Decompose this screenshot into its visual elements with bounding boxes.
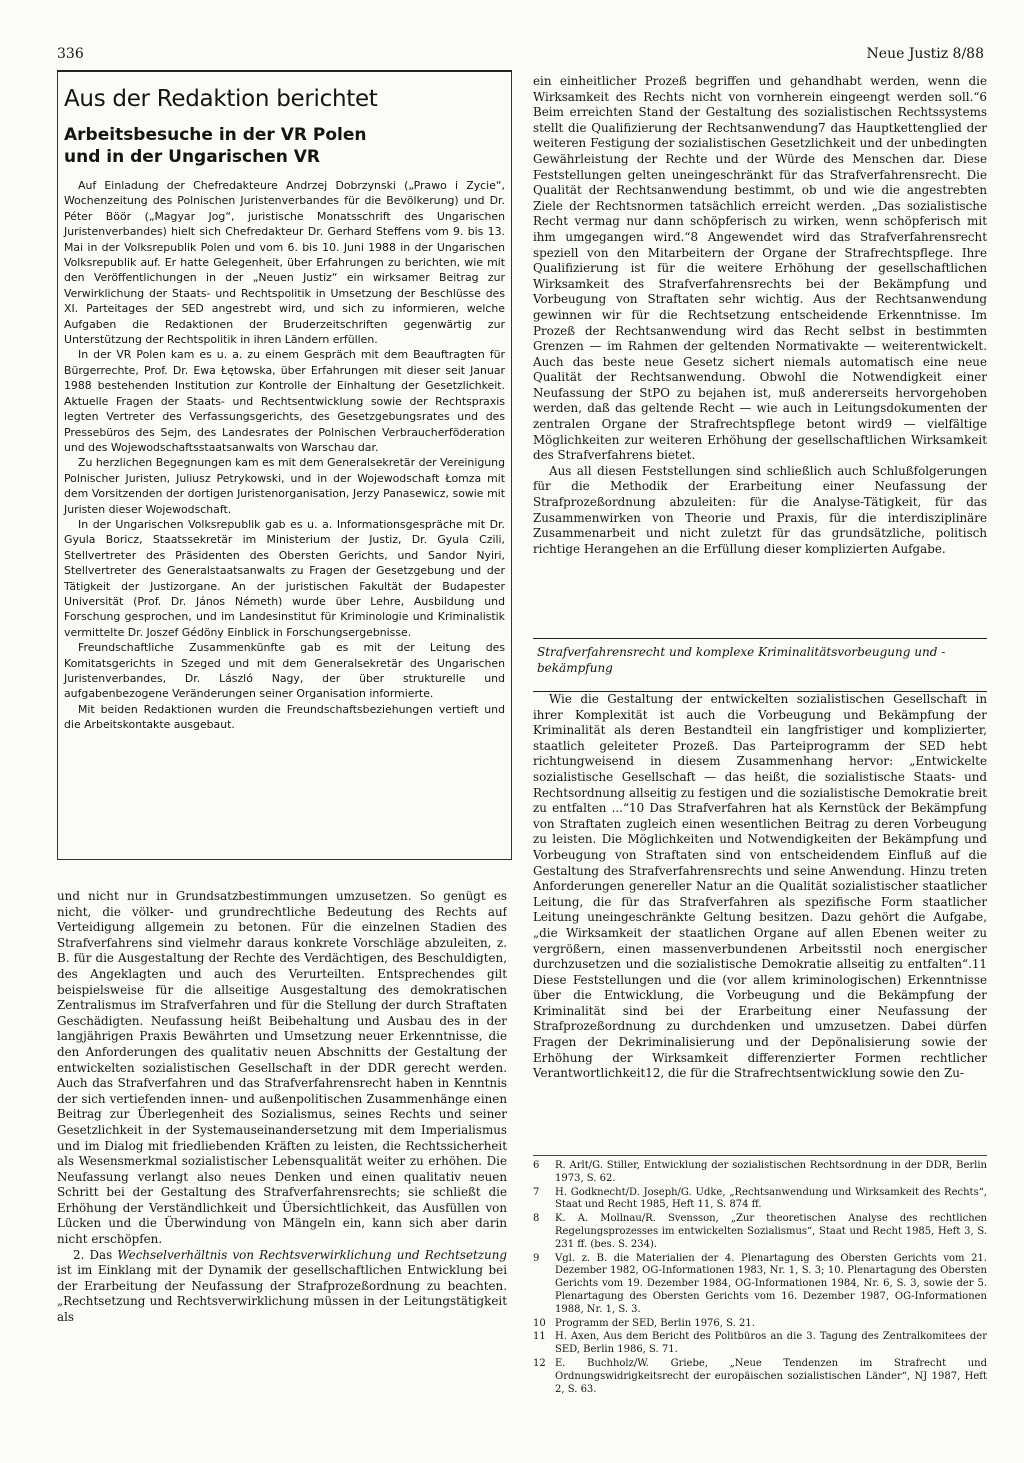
body-paragraph: Aus all diesen Feststellungen sind schließlich auch Schlußfolgerungen für die Methodik der Erarbeitung einer Neufassung der Strafprozeßordnung abzuleiten: für die Analyse-Tätigkeit, für das Zusammenwirken von Theorie und Praxis, für die interdisziplinäre Zusammenarbeit und nicht zuletzt für das grundsätzliche, politisch richtige Herangehen an die Erfüllung dieser komplizierten Aufgabe. [533, 463, 987, 556]
footnote [533, 1318, 987, 1331]
box-paragraph: Freundschaftliche Zusammenkünfte gab es mit der Leitung des Komitatsgerichts in Szeged und mit dem Generalsekretär des Ungarischen Juristenverbandes, Dr. László Nagy, der über strukturelle und aufgabenbezogene Veränderungen seiner Organisation informierte. [64, 641, 505, 701]
left-column-text [57, 889, 507, 1389]
point-number: 2. Das [73, 1247, 113, 1262]
box-subtitle [64, 124, 505, 168]
footnote [533, 1331, 987, 1357]
footnote-number: 6 [533, 1160, 540, 1171]
footnotes [533, 1160, 987, 1415]
footnote [533, 1160, 987, 1186]
paragraph-rest: ist im Einklang mit der Dynamik der gesellschaftlichen Entwicklung bei der Erarbeitung der Neufassung der Strafprozeßordnung zu beachten. „Rechtsetzung und Rechtsverwirklichung müssen in der Leitungstätigkeit als [57, 1263, 507, 1325]
body-paragraph [57, 1248, 507, 1326]
section-heading-box [533, 638, 987, 692]
footnote-text: Programm der SED, Berlin 1976, S. 21. [555, 1317, 755, 1329]
footnote-number: 7 [533, 1186, 540, 1198]
right-column-top-text [533, 74, 987, 634]
footnote-number: 8 [533, 1213, 540, 1225]
footnote-text: Vgl. z. B. die Materialien der 4. Plenartagung des Obersten Gerichts vom 21. Dezember 1982, OG-Informationen 1983, Nr. 1, S. 3; 10. Plenartagung des Obersten Gerichts vom 19. Dezember 1984, OG-Informationen 1984, Nr. 6, S. 3, sowie der 5. Plenartagung des Obersten Gerichts vom 16. Dezember 1987, OG-Informationen 1988, Nr. 1, S. 3. [555, 1252, 987, 1315]
footnote-text: R. Arlt/G. Stiller, Entwicklung der sozialistischen Rechtsordnung in der DDR, Berlin 1973, S. 62. [555, 1160, 987, 1184]
footnote [533, 1358, 987, 1396]
journal-issue: Neue Justiz 8/88 [866, 46, 984, 62]
box-paragraph: In der VR Polen kam es u. a. zu einem Gespräch mit dem Beauftragten für Bürgerrechte, Prof. Dr. Ewa Łętowska, über Erfahrungen mit dieser seit Januar 1988 bestehenden Institution zur Kontrolle der Einhaltung der Gesetzlichkeit. Aktuelle Fragen der Staats- und Rechtsentwicklung sowie der Rechtspraxis legten Vertreter des Verfassungsgerichts, des Gesetzgebungsrates und des Pressebüros des Sejm, des Landesrates der Polnischen Verbraucherföderation und des Wojewodschaftsstaatsanwalts von Warschau dar. [64, 348, 505, 454]
page-header [57, 44, 984, 70]
box-paragraph: Zu herzlichen Begegnungen kam es mit dem Generalsekretär der Vereinigung Polnischer Juristen, Juliusz Petrykowski, und in der Wojewodschaft Łomza mit dem Vorsitzenden der dortigen Juristenorganisation, Jerzy Panasewicz, sowie mit Juristen dieser Wojewodschaft. [64, 456, 505, 516]
footnote [533, 1253, 987, 1317]
footnote-text: E. Buchholz/W. Griebe, „Neue Tendenzen im Strafrecht und Ordnungswidrigkeitsrecht der europäischen sozialistischen Länder“, NJ 1987, Heft 2, S. 63. [555, 1357, 987, 1395]
section-heading: Strafverfahrensrecht und komplexe Kriminalitätsvorbeugung und -bekämpfung [537, 645, 946, 675]
box-body [64, 178, 505, 733]
footnote [533, 1213, 987, 1251]
footnote-number: 12 [533, 1357, 546, 1369]
footnote-number: 9 [533, 1252, 540, 1264]
body-paragraph: ein einheitlicher Prozeß begriffen und gehandhabt werden, wenn die Wirksamkeit des Rechts nicht von vornherein eingeengt werden soll.“6 Beim erreichten Stand der Gestaltung des sozialistischen Rechtssystems stellt die Qualifizierung der Rechtsanwendung7 das Hauptkettenglied der weiteren Festigung der sozialistischen Gesetzlichkeit und der unbedingten Gewährleistung der Rechte und der Würde des Menschen dar. Diese Feststellungen gelten uneingeschränkt für das Strafverfahrensrecht. Die Qualität der Rechtsanwendung bestimmt, ob und wie die angestrebten Ziele der Rechtsnormen tatsächlich erreicht werden. „Das sozialistische Recht vermag nur dann schöpferisch zu wirken, wenn schöpferisch mit ihm umgegangen wird.“8 Angewendet wird das Strafverfahrensrecht speziell von den Mitarbeitern der Organe der Strafrechtspflege. Ihre Qualifizierung ist für die weitere Erhöhung der gesellschaftlichen Wirksamkeit des Strafverfahrensrechts bei der Bekämpfung und Vorbeugung von Straftaten sehr wichtig. Aus der Rechtsanwendung gewinnen wir für die Rechtsetzung entscheidende Erkenntnisse. Im Prozeß der Rechtsanwendung wird das Recht selbst in bestimmten Grenzen — im Rahmen der geltenden Normativakte — weiterentwickelt. Auch das beste neue Gesetz sichert niemals automatisch eine neue Qualität der Rechtsanwendung. Obwohl die Notwendigkeit einer Neufassung der StPO zu bejahen ist, muß andererseits hervorgehoben werden, daß das geltende Recht — wie auch in Leitungsdokumenten der zentralen Organe der Strafrechtspflege betont wird9 — vielfältige Möglichkeiten zur weiteren Erhöhung der gesellschaftlichen Wirksamkeit des Strafverfahrens bietet. [533, 74, 987, 463]
box-paragraph: Auf Einladung der Chefredakteure Andrzej Dobrzynski („Prawo i Zycie“, Wochenzeitung des Polnischen Juristenverbandes für die Bevölkerung) und Dr. Péter Böör („Magyar Jog“, juristische Monatsschrift des Ungarischen Juristenverbandes) hielt sich Chefredakteur Dr. Gerhard Steffens vom 9. bis 13. Mai in der Volksrepublik Polen und vom 6. bis 10. Juni 1988 in der Ungarischen Volksrepublik auf. Er hatte Gelegenheit, über Erfahrungen zu berichten, wie mit den Veröffentlichungen in der „Neuen Justiz“ ein wirksamer Beitrag zur Verwirklichung der Staats- und Rechtspolitik in Umsetzung der Beschlüsse des XI. Parteitages der SED angestrebt wird, und sich zu informieren, welche Aufgaben die Redaktionen der Bruderzeitschriften gegenwärtig zur Unterstützung der Rechtspolitik in ihren Ländern erfüllen. [64, 179, 505, 347]
box-paragraph: Mit beiden Redaktionen wurden die Freundschaftsbeziehungen vertieft und die Arbeitskontakte ausgebaut. [64, 702, 505, 732]
footnote-number: 10 [533, 1317, 546, 1329]
editorial-report-box [57, 70, 512, 860]
footnote-text: K. A. Mollnau/R. Svensson, „Zur theoretischen Analyse des rechtlichen Regelungsprozesses im entwickelten Sozialismus“, Staat und Recht 1985, Heft 3, S. 231 ff. (bes. S. 234). [555, 1213, 987, 1250]
box-subtitle-line1: Arbeitsbesuche in der VR Polen [64, 125, 367, 145]
footnote-text: H. Godknecht/D. Joseph/G. Udke, „Rechtsanwendung und Wirksamkeit des Rechts“, Staat und Recht 1985, Heft 11, S. 874 ff. [555, 1186, 987, 1211]
body-paragraph: und nicht nur in Grundsatzbestimmungen umzusetzen. So genügt es nicht, die völker- und grundrechtliche Bedeutung des Rechts auf Verteidigung allgemein zu betonen. Für die einzelnen Stadien des Strafverfahrens sind vielmehr daraus konkrete Vorschläge abzuleiten, z. B. für die Ausgestaltung der Rechte des Verdächtigen, des Beschuldigten, des Angeklagten und auch des Verurteilten. Entsprechendes gilt beispielsweise für die allseitige Ausgestaltung des demokratischen Zentralismus im Strafverfahren und für die Stellung der durch Straftaten Geschädigten. Neufassung heißt Beibehaltung und Ausbau des in der langjährigen Praxis Bewährten und Umsetzung neuer Erkenntnisse, die den Anforderungen des qualitativ neuen Abschnitts der Gestaltung der entwickelten sozialistischen Gesellschaft in der DDR gerecht werden. Auch das Strafverfahren und das Strafverfahrensrecht haben in Kenntnis der sich vertiefenden innen- und außenpolitischen Zusammenhänge einen Beitrag zur Überlegenheit des Sozialismus, seines Rechts und seiner Gesetzlichkeit in der Systemauseinandersetzung mit dem Imperialismus und im Dialog mit friedliebenden Kräften zu leisten, die Rechtssicherheit als Wesensmerkmal sozialistischer Lebensqualität weiter zu erhöhen. Die Neufassung verlangt also neues Denken und einen qualitativ neuen Schritt bei der Gestaltung des Strafverfahrensrechts; sie schließt die Erhöhung der Verständlichkeit und Übersichtlichkeit, das Ausfüllen von Lücken und die Überwindung von Mängeln ein, kann sich aber darin nicht erschöpfen. [57, 889, 507, 1247]
right-column-bottom-text [533, 692, 987, 1150]
body-paragraph: Wie die Gestaltung der entwickelten sozialistischen Gesellschaft in ihrer Komplexität ist auch die Vorbeugung und Bekämpfung der Kriminalität als deren Bestandteil ein langfristiger und komplizierter, staatlich geleiteter Prozeß. Das Parteiprogramm der SED hebt richtungweisend in diesem Zusammenhang hervor: „Entwickelte sozialistische Gesellschaft — das heißt, die sozialistische Staats- und Rechtsordnung allseitig zu festigen und die sozialistische Demokratie breit zu entfalten ...“10 Das Strafverfahren hat als Kernstück der Bekämpfung von Straftaten zugleich einen wesentlichen Beitrag zu deren Vorbeugung zu leisten. Die Möglichkeiten und Notwendigkeiten der Bekämpfung und Vorbeugung von Straftaten sind von entscheidendem Einfluß auf die Gestaltung des Strafverfahrensrechts und seine Anwendung. Hinzu treten Anforderungen genereller Natur an die Qualität sozialistischer staatlicher Leitung, die für das Strafverfahren als spezifische Form staatlicher Leitung uneingeschränkte Geltung besitzen. Dazu gehört die Aufgabe, „die Wirksamkeit der staatlichen Organe auf allen Ebenen weiter zu vergrößern, einen massenverbundenen Arbeitsstil noch energischer durchzusetzen und die sozialistische Demokratie allseitig zu entfalten“.11 Diese Feststellungen und die (vor allem kriminologischen) Erkenntnisse über die Entwicklung, die Vorbeugung und die Bekämpfung der Kriminalität sind bei der Erarbeitung einer Neufassung der Strafprozeßordnung zu durchdenken und umzusetzen. Dabei dürfen Fragen der Dekriminalisierung und der Depönalisierung sowie der Erhöhung der Wirksamkeit differenzierter Formen rechtlicher Verantwortlichkeit12, die für die Strafrechtsentwicklung sowie den Zu- [533, 692, 987, 1081]
footnote-number: 11 [533, 1331, 546, 1343]
footnote [533, 1187, 987, 1213]
footnote-text: H. Axen, Aus dem Bericht des Politbüros an die 3. Tagung des Zentralkomitees der SED, Berlin 1986, S. 71. [555, 1331, 987, 1356]
emphasis-phrase: Wechselverhältnis von Rechtsverwirklichung und Rechtsetzung [117, 1247, 507, 1262]
box-title: Aus der Redaktion berichtet [64, 86, 378, 112]
page-number: 336 [57, 46, 84, 62]
box-paragraph: In der Ungarischen Volksrepublik gab es u. a. Informationsgespräche mit Dr. Gyula Boricz, Staatssekretär im Ministerium der Justiz, Dr. Gyula Czili, Stellvertreter des Präsidenten des Obersten Gerichts, und Sandor Nyiri, Stellvertreter des Generalstaatsanwalts zu Fragen der Gesetzgebung und der Tätigkeit der Justizorgane. An der juristischen Fakultät der Budapester Universität (Prof. Dr. János Németh) wurde über Lehre, Ausbildung und Forschung gesprochen, und im Landesinstitut für Kriminologie und Kriminalistik vermittelte Dr. Joszef Gédöny Einblick in Forschungsergebnisse. [64, 517, 505, 639]
box-subtitle-line2: und in der Ungarischen VR [64, 147, 320, 167]
footnote-divider [533, 1155, 987, 1156]
